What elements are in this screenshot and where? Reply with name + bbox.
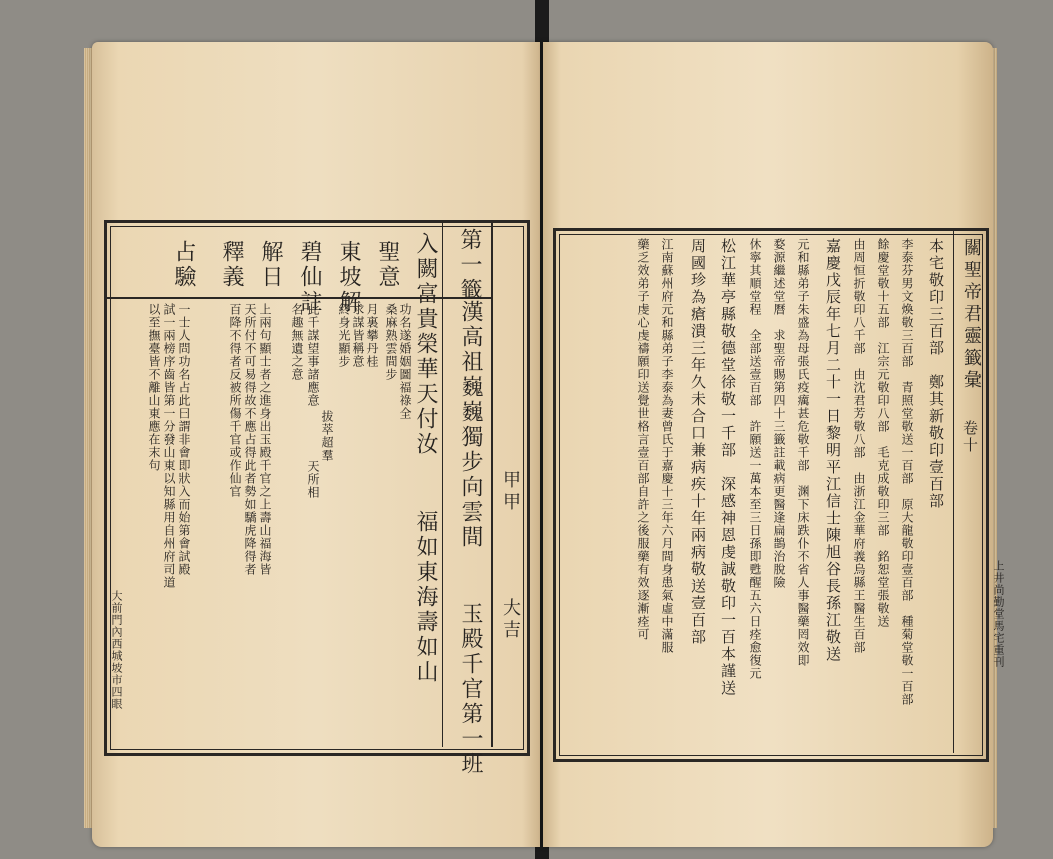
left-margin-note: 大前門內西城坡市四眼 xyxy=(110,590,123,710)
note-3: 月裏攀丹桂 xyxy=(365,303,379,368)
poem-line-3: 入闕富貴榮華天付汝 xyxy=(413,232,438,457)
book-volume: 卷十 xyxy=(961,420,979,454)
donor-line-6: 元和縣弟子朱盛為母張氏疫癘甚危敬千部 渊下床跌仆不省人事醫藥罔效即 xyxy=(796,238,810,667)
donor-line-9: 松江華亭縣敬德堂徐敬一千部 深感神恩虔誠敬印一百本謹送 xyxy=(719,238,737,697)
donor-line-11: 江南蘇州府元和縣弟子李泰為妻曾氏于嘉慶十三年六月間身患氣虛中滿服 xyxy=(660,238,674,654)
section-zhanyan: 占驗 xyxy=(171,240,196,290)
note-1: 功名遂婚姻圖福祿全 xyxy=(398,303,412,420)
section-bixian: 碧仙註 xyxy=(297,240,322,315)
donor-line-5: 嘉慶戊辰年七月二十一日黎明平江信士陳旭谷長孫江敬送 xyxy=(824,238,842,663)
donor-line-3: 餘慶堂敬十五部 江宗元敬印八部 毛克成敬印三部 銘恕堂張敬送 xyxy=(876,238,890,628)
donor-frame xyxy=(553,228,989,762)
section-shengyi: 聖意 xyxy=(375,240,400,290)
donor-line-1: 本宅敬印三百部 鄭其新敬印壹百部 xyxy=(927,238,945,510)
note-5: 終身光顯步 xyxy=(337,303,351,368)
title-column-divider xyxy=(491,223,493,747)
donor-line-4: 由周恒折敬印八千部 由沈君芳敬八部 由浙江金華府義烏縣王醫生百部 xyxy=(852,238,866,654)
section-dongpo: 東坡解 xyxy=(336,240,361,315)
note-9: 名趣無遺之意 xyxy=(290,303,304,381)
section-jieyue: 解日 xyxy=(258,240,283,290)
donor-line-8: 休寧其順堂程 全部送壹百部 許願送一萬本至三日孫即甦醒五六日痊愈復元 xyxy=(748,238,762,680)
poem-line-1: 漢高祖巍巍獨步向雲間 xyxy=(458,300,483,550)
oracle-number: 第一籤 xyxy=(457,228,482,303)
explain-2: 天所付不可易得故不應占得此者勢如驕虎降得者 xyxy=(243,303,257,576)
rank-a: 甲甲 xyxy=(500,470,521,514)
note-6: 拔萃超羣 xyxy=(320,410,334,462)
note-8: 此千謀望事諸應意 xyxy=(306,303,320,407)
verify-3: 以至撫臺皆不離山東應在末句 xyxy=(147,303,161,472)
book-header: 關聖帝君靈籤彙 xyxy=(961,238,982,392)
explain-3: 百降不得者反被所傷千官或作仙官 xyxy=(228,303,242,498)
poem-column-divider xyxy=(442,223,443,747)
header-divider xyxy=(953,231,954,753)
verify-1: 一士人問功名占此曰謂非會即狀入而始第會試殿 xyxy=(177,303,191,576)
right-margin-note: 上井尚勤堂馬宅重刊 xyxy=(992,560,1005,668)
donor-line-10: 周國珍為瘡潰三年久未合口兼病疾十年兩病敬送壹百部 xyxy=(689,238,707,646)
donor-line-7: 婺源繼述堂曆 求聖帝賜第四十三籤註載病更醫逢扁鵲治脫險 xyxy=(772,238,786,589)
note-2: 桑麻熟雲間步 xyxy=(384,303,398,381)
poem-line-2: 玉殿千官第一班 xyxy=(458,602,483,777)
poem-line-4: 福如東海壽如山 xyxy=(413,510,438,685)
section-shiyi: 釋義 xyxy=(219,240,244,290)
note-4: 求謀皆稱意 xyxy=(351,303,365,368)
donor-line-2: 李泰芬男文煥敬三百部 青照堂敬送一百部 原大龍敬印壹百部 種菊堂敬一百部 xyxy=(900,238,914,706)
rank-b: 大吉 xyxy=(500,598,521,642)
verify-2: 試一兩榜序齒皆第一分發山東以知縣用自州府司道 xyxy=(162,303,176,589)
donor-line-12: 藥乏效弟子虔心虔禱願印送覺世格言壹百部自許之後服藥有效逐漸痊可 xyxy=(636,238,650,641)
explain-1: 上兩句顯士者之進身出玉殿千官之上壽山福海皆 xyxy=(258,303,272,576)
note-7: 天所相 xyxy=(306,460,320,499)
